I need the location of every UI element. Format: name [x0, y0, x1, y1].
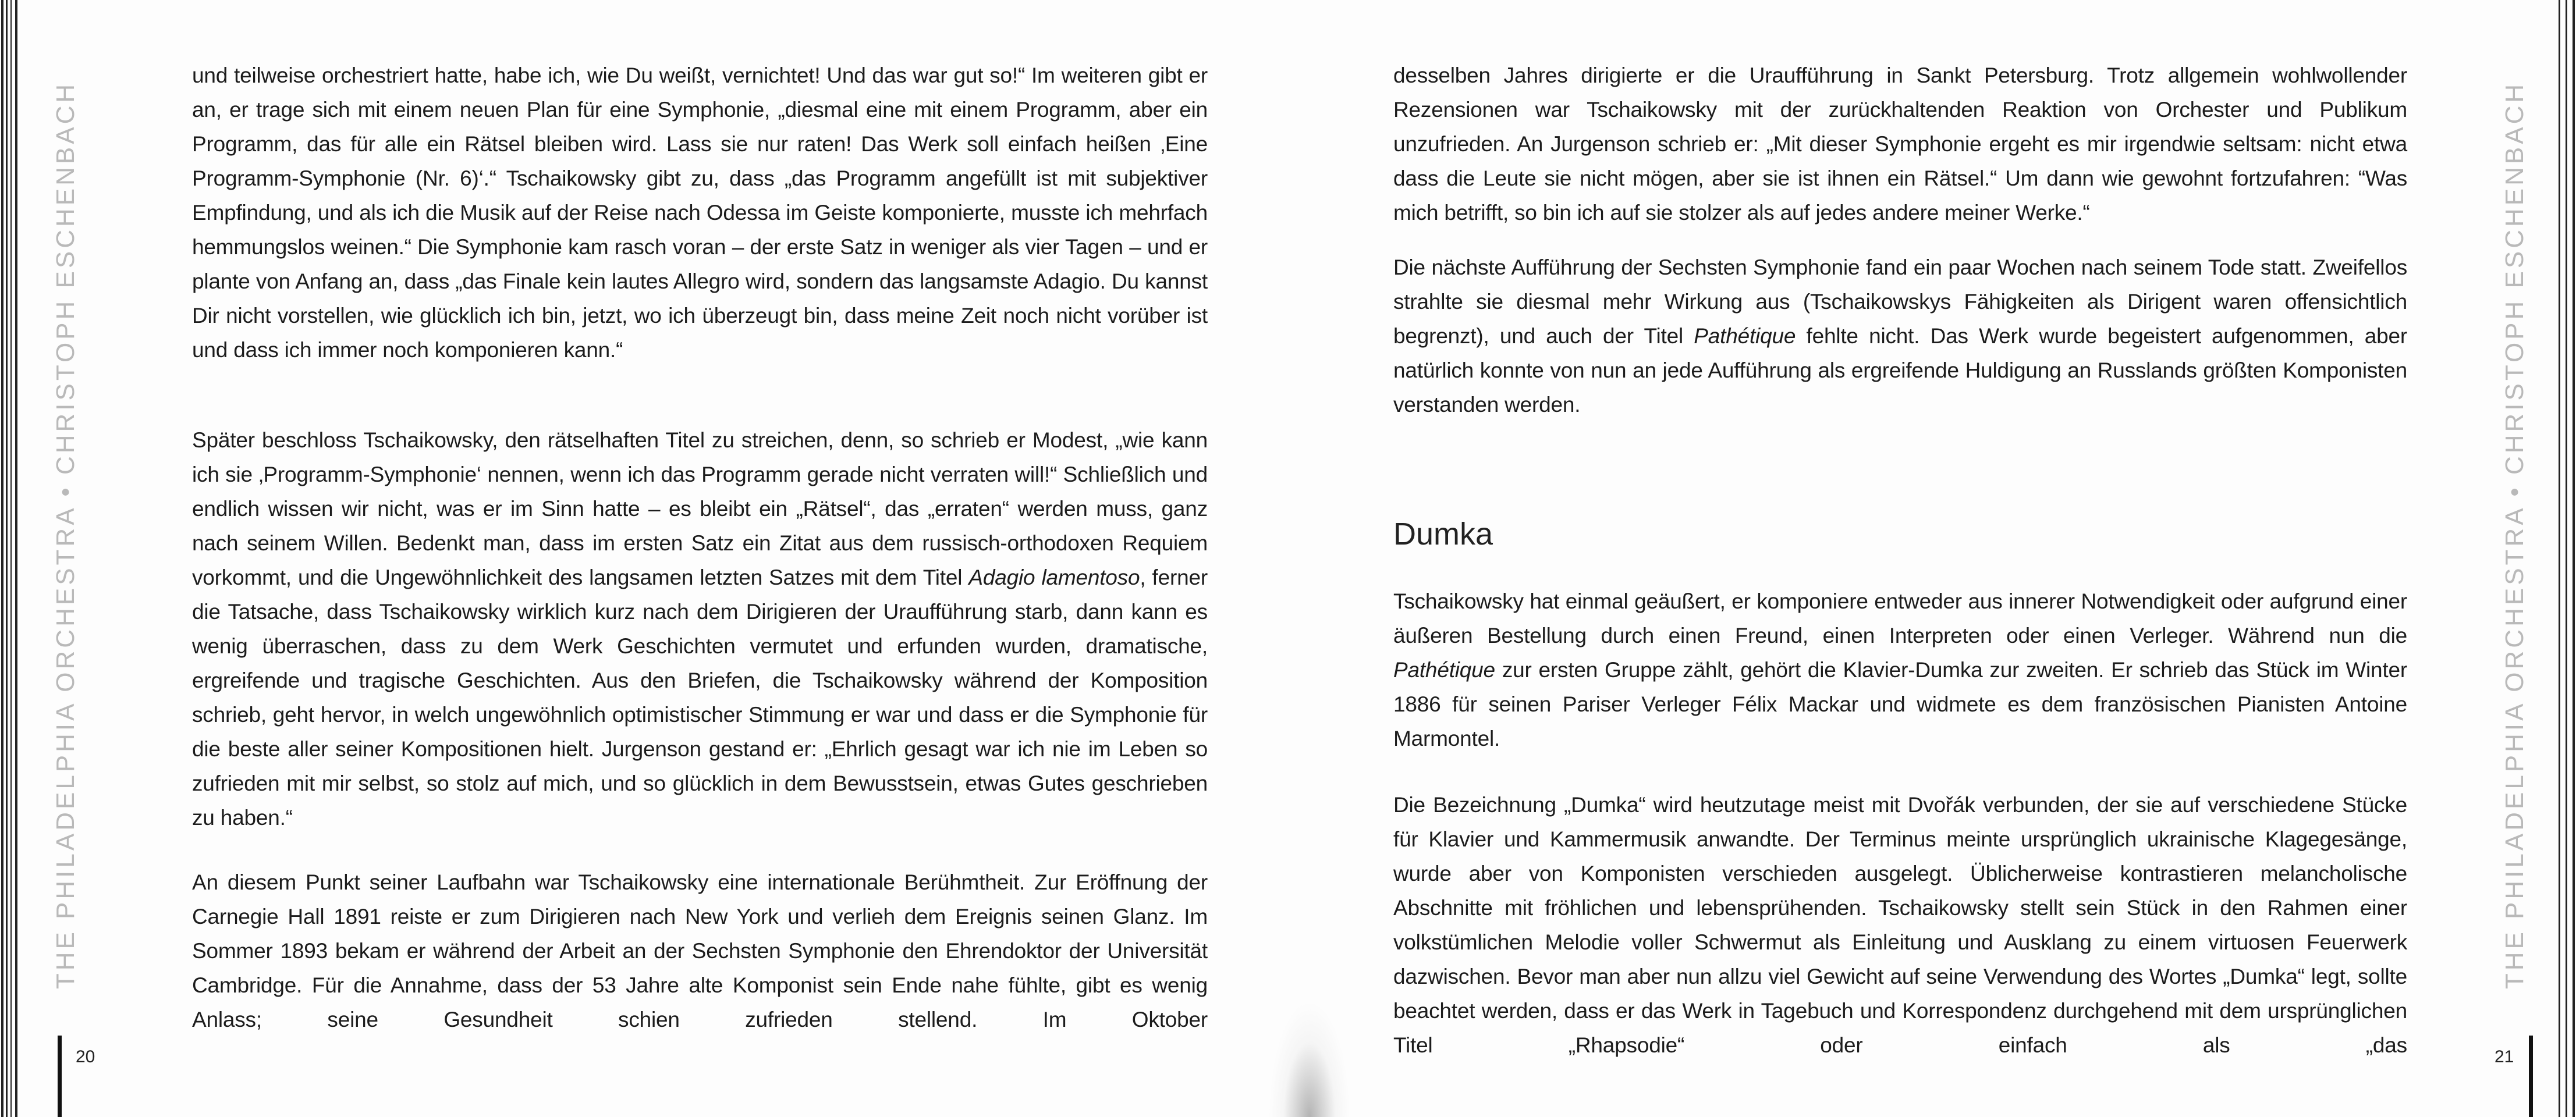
text-segment: fehlte nicht. Das Werk wurde begeistert aufgenommen, aber natürlich konnte von nun an jede Aufführung als ergreifende Huldigung an Russlands größten Komponisten verstanden werden.	[1393, 324, 2407, 417]
text-segment: Später beschloss Tschaikowsky, den rätselhaften Titel zu streichen, denn, so schrieb er Modest, „wie kann ich sie ‚Programm-Symphonie‘ nennen, wenn ich das Programm gerade nicht verraten will!“ Schließlich und endlich wissen wir nicht, was er im Sinn hatte – es bleibt ein „Rätsel“, das „erraten“ werden muss, ganz nach seinem Willen. Bedenkt man, dass im ersten Satz ein Zitat aus dem russisch-orthodoxen Requiem vorkommt, und die Ungewöhnlichkeit des langsamen letzten Satzes mit dem Titel	[192, 428, 1208, 589]
text-segment: und teilweise orchestriert hatte, habe ich, wie Du weißt, vernichtet! Und das war gut so!“ Im weiteren gibt er an, er trage sich mit einem neuen Plan für eine Symphonie, „diesmal eine mit einem Programm, aber ein Programm, das für alle ein Rätsel bleiben wird. Lass sie nur raten! Das Werk soll einfach heißen ‚Eine Programm-Symphonie (Nr. 6)‘.“ Tschaikowsky gibt zu, dass „das Programm angefüllt ist mit subjektiver Empfindung, und als ich die Musik auf der Reise nach Odessa im Geiste komponierte, musste ich mehrfach hemmungslos weinen.“ Die Symphonie kam rasch voran – der erste Satz in weniger als vier Tagen – und er plante von Anfang an, dass „das Finale kein lautes Allegro wird, sondern das langsamste Adagio. Du kannst Dir nicht vorstellen, wie glücklich ich bin, jetzt, wo ich überzeugt bin, dass meine Zeit noch nicht vorüber ist und dass ich immer noch komponieren kann.“	[192, 63, 1208, 362]
page-number-right: 21	[2495, 1047, 2514, 1066]
right-paragraph-3	[1393, 584, 2407, 756]
left-paragraph-1	[192, 58, 1208, 367]
running-head-left: THE PHILADELPHIA ORCHESTRA • CHRISTOPH ESCHENBACH	[51, 81, 80, 990]
book-binding-edge-right	[2559, 0, 2560, 1117]
right-paragraph-1	[1393, 58, 2407, 230]
book-binding-edge-left	[15, 0, 17, 1117]
italic-title: Pathétique	[1393, 658, 1495, 682]
running-head-right: THE PHILADELPHIA ORCHESTRA • CHRISTOPH ESCHENBACH	[2500, 81, 2529, 990]
section-heading: Dumka	[1393, 517, 1493, 552]
text-segment: Tschaikowsky hat einmal geäußert, er komponiere entweder aus innerer Notwendigkeit oder aufgrund einer äußeren Bestellung durch einen Freund, einen Interpreten oder einen Verleger. Während nun die	[1393, 589, 2407, 648]
text-segment: An diesem Punkt seiner Laufbahn war Tschaikowsky eine internationale Berühmtheit. Zur Eröffnung der Carnegie Hall 1891 reiste er zum Dirigieren nach New York und verlieh dem Ereignis seinen Glanz. Im Sommer 1893 bekam er während der Arbeit an der Sechsten Symphonie den Ehrendoktor der Universität Cambridge. Für die Annahme, dass der 53 Jahre alte Komponist sein Ende nahe fühlte, gibt es wenig Anlass; seine Gesundheit schien zufrieden stellend. Im Oktober	[192, 870, 1208, 1031]
left-paragraph-3	[192, 865, 1208, 1037]
book-binding-edge-right	[2566, 0, 2567, 1117]
italic-title: Pathétique	[1694, 324, 1796, 348]
left-paragraph-2	[192, 423, 1208, 835]
book-binding-edge-left	[1, 0, 3, 1117]
italic-title: Adagio lamentoso	[968, 565, 1140, 589]
text-segment: , ferner die Tatsache, dass Tschaikowsky wirklich kurz nach dem Dirigieren der Uraufführung starb, dann kann es wenig überraschen, dass zu dem Werk Geschichten vermutet und erfunden wurden, dramatische, ergreifende und tragische Geschichten. Aus den Briefen, die Tschaikowsky während der Komposition schrieb, geht hervor, in welch ungewöhnlich optimistischer Stimmung er war und dass er die Symphonie für die beste aller seiner Kompositionen hielt. Jurgenson gestand er: „Ehrlich gesagt war ich nie im Leben so zufrieden mit mir selbst, so stolz auf mich, und so glücklich in dem Bewusstsein, etwas Gutes geschrieben zu haben.“	[192, 565, 1208, 830]
right-paragraph-2	[1393, 250, 2407, 422]
text-segment: zur ersten Gruppe zählt, gehört die Klavier-Dumka zur zweiten. Er schrieb das Stück im Winter 1886 für seinen Pariser Verleger Félix Mackar und widmete es dem französischen Pianisten Antoine Marmontel.	[1393, 658, 2407, 750]
book-binding-edge-left	[10, 0, 12, 1117]
page-number-left: 20	[76, 1047, 95, 1066]
text-segment: Die nächste Aufführung der Sechsten Symphonie fand ein paar Wochen nach seinem Tode statt. Zweifellos strahlte sie diesmal mehr Wirkung aus (Tschaikowskys Fähigkeiten als Dirigent waren offensichtlich begrenzt), und auch der Titel	[1393, 255, 2407, 348]
page-marker-bar-left	[58, 1036, 62, 1117]
book-binding-edge-right	[2573, 0, 2575, 1117]
right-paragraph-4	[1393, 788, 2407, 1062]
page-marker-bar-right	[2529, 1036, 2533, 1117]
page-gutter-shadow	[1269, 1001, 1350, 1117]
book-binding-edge-left	[6, 0, 8, 1117]
text-segment: desselben Jahres dirigierte er die Uraufführung in Sankt Petersburg. Trotz allgemein wohlwollender Rezensionen war Tschaikowsky mit der zurückhaltenden Reaktion von Orchester und Publikum unzufrieden. An Jurgenson schrieb er: „Mit dieser Symphonie ergeht es mir irgendwie seltsam: nicht etwa dass die Leute sie nicht mögen, aber sie ist ihnen ein Rätsel.“ Um dann wie gewohnt fortzufahren: “Was mich betrifft, so bin ich auf sie stolzer als auf jedes andere meiner Werke.“	[1393, 63, 2407, 225]
text-segment: Die Bezeichnung „Dumka“ wird heutzutage meist mit Dvořák verbunden, der sie auf verschiedene Stücke für Klavier und Kammermusik anwandte. Der Terminus meinte ursprünglich ukrainische Klagegesänge, wurde aber von Komponisten verschieden ausgelegt. Üblicherweise kontrastieren melancholische Abschnitte mit fröhlichen und lebensprühenden. Tschaikowsky stellt sein Stück in den Rahmen einer volkstümlichen Melodie voller Schwermut als Einleitung und Ausklang zu einem virtuosen Feuerwerk dazwischen. Bevor man aber nun allzu viel Gewicht auf seine Verwendung des Wortes „Dumka“ legt, sollte beachtet werden, dass er das Werk in Tagebuch und Korrespondenz durchgehend mit dem ursprünglichen Titel „Rhapsodie“ oder einfach als „das	[1393, 793, 2407, 1057]
